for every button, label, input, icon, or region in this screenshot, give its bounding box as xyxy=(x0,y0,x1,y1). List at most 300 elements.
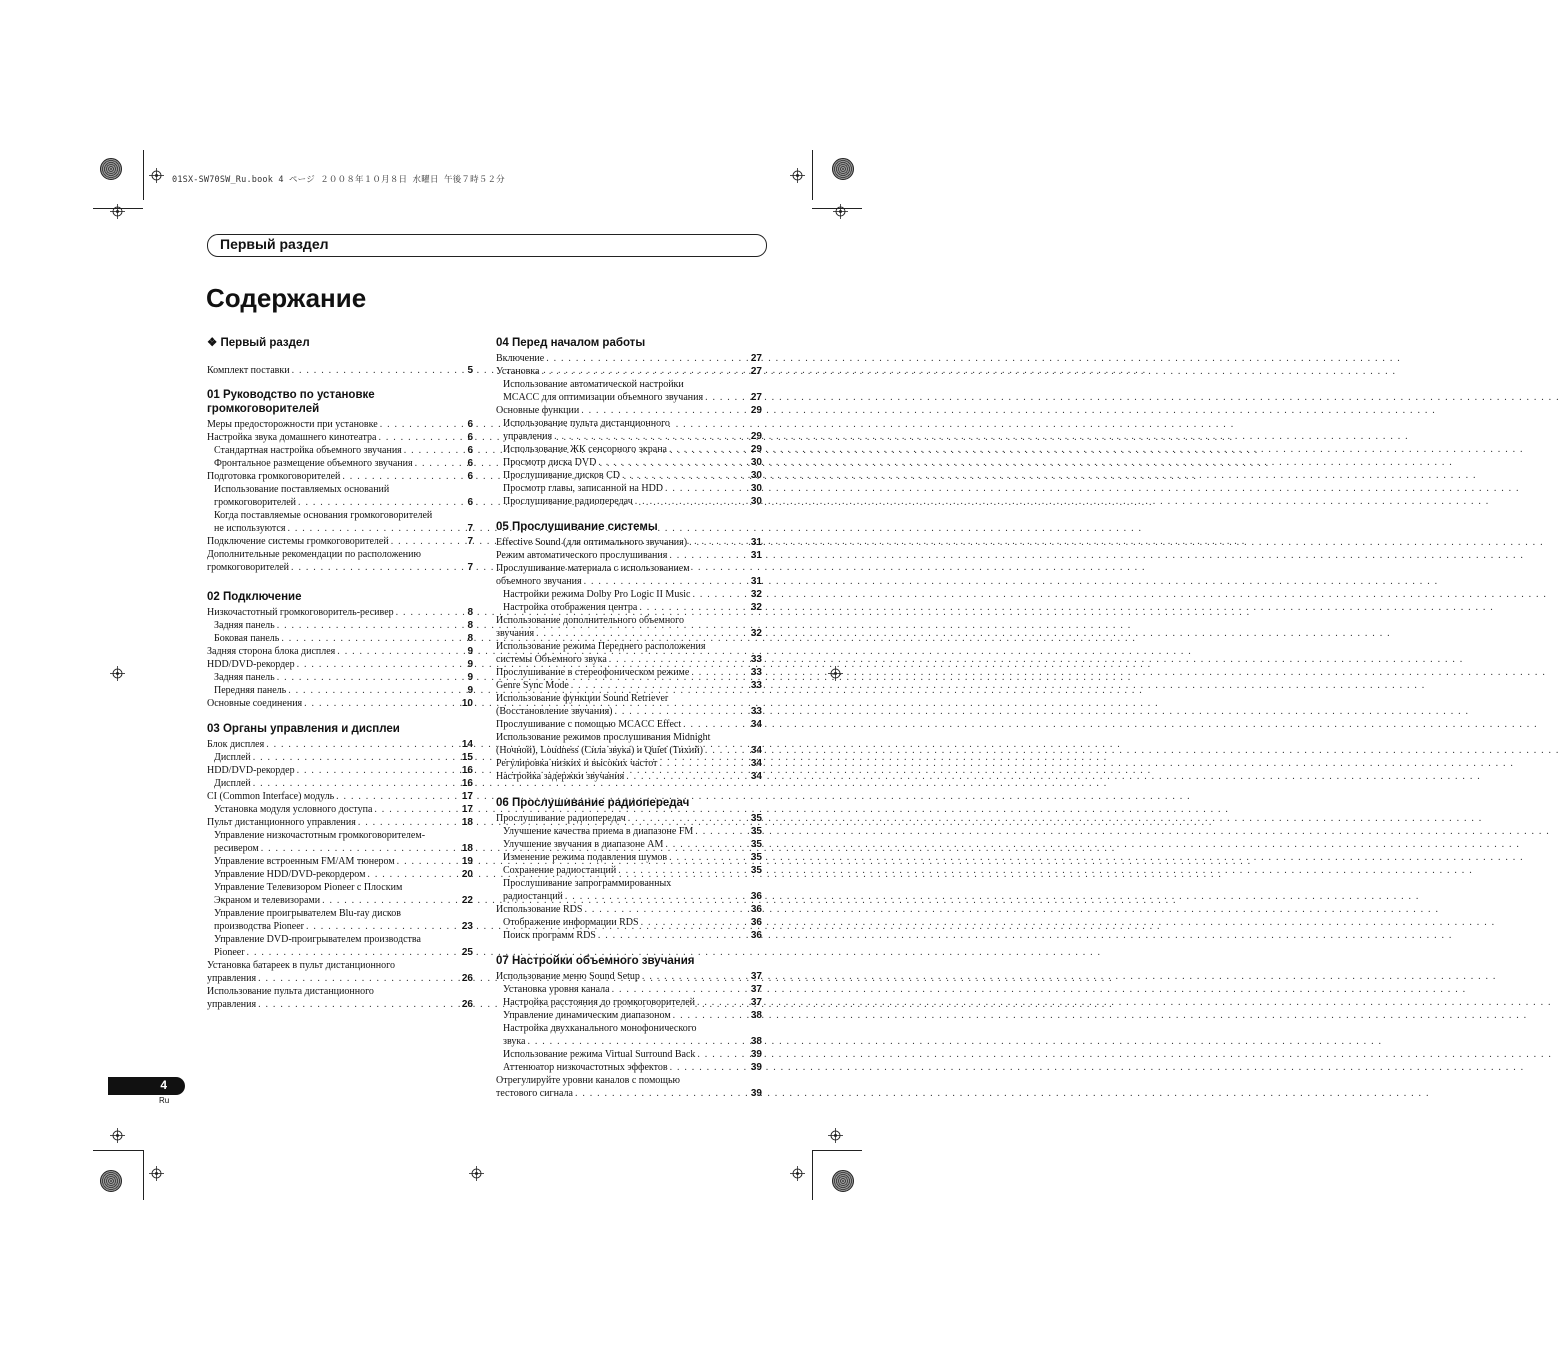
dot-leader xyxy=(275,671,468,684)
toc-entry-list xyxy=(207,606,473,710)
dot-leader xyxy=(624,770,751,783)
toc-entry[interactable] xyxy=(207,496,473,509)
toc-entry-text: Pioneer xyxy=(214,947,245,958)
dot-leader xyxy=(356,816,462,829)
toc-entry[interactable] xyxy=(207,632,473,645)
toc-entry[interactable] xyxy=(207,606,473,619)
toc-entry[interactable] xyxy=(496,983,762,996)
dot-leader xyxy=(544,352,751,365)
toc-entry[interactable] xyxy=(207,920,473,933)
toc-page-number: 9 xyxy=(467,685,473,696)
toc-entry[interactable] xyxy=(496,588,762,601)
toc-entry[interactable] xyxy=(207,816,473,829)
toc-entry-text: Использование пульта дистанционного xyxy=(207,986,374,997)
section-heading: ❖ Первый раздел xyxy=(207,337,310,349)
dot-leader xyxy=(637,601,751,614)
toc-entry[interactable] xyxy=(496,996,762,1009)
toc-page-number: 29 xyxy=(750,431,762,442)
toc-entry-text: Использование пульта дистанционного xyxy=(503,418,670,429)
toc-entry[interactable] xyxy=(207,619,473,632)
toc-entry[interactable] xyxy=(207,907,473,920)
dot-leader xyxy=(663,838,750,851)
toc-entry[interactable] xyxy=(496,352,762,365)
toc-page-number: 33 xyxy=(750,706,762,717)
toc-entry-text: Управление HDD/DVD-рекордером xyxy=(214,869,366,880)
toc-entry-text: Меры предосторожности при установке xyxy=(207,419,378,430)
toc-entry[interactable] xyxy=(207,738,473,751)
toc-section xyxy=(207,336,473,377)
toc-section xyxy=(207,388,473,574)
toc-page-number: 31 xyxy=(750,576,762,587)
crosshair-icon xyxy=(790,168,805,183)
dot-leader xyxy=(703,744,751,757)
dot-leader xyxy=(573,1087,751,1100)
toc-entry-text: Дополнительные рекомендации по расположению xyxy=(207,549,421,560)
toc-page-number: 26 xyxy=(461,999,473,1010)
dot-leader xyxy=(687,536,751,549)
toc-page-number: 35 xyxy=(750,813,762,824)
toc-entry[interactable] xyxy=(496,838,762,851)
toc-page-number: 30 xyxy=(750,483,762,494)
toc-entry[interactable] xyxy=(207,894,473,907)
toc-page-number: 17 xyxy=(461,804,473,815)
toc-page-number: 30 xyxy=(750,470,762,481)
toc-page-number: 8 xyxy=(467,607,473,618)
toc-entry-text: Основные соединения xyxy=(207,698,303,709)
toc-page-number: 16 xyxy=(461,765,473,776)
toc-entry[interactable] xyxy=(496,890,762,903)
registration-disc-icon xyxy=(832,1170,854,1192)
toc-entry[interactable] xyxy=(496,653,762,666)
dot-leader xyxy=(569,679,751,692)
toc-entry[interactable] xyxy=(207,933,473,946)
toc-page-number: 5 xyxy=(467,365,473,376)
toc-entry-text: Effective Sound (для оптимального звучания) xyxy=(496,537,688,548)
crosshair-icon xyxy=(149,1166,164,1181)
toc-entry-text: Экраном и телевизорами xyxy=(214,895,321,906)
toc-entry-text: Настройка расстояния до громкоговорителей xyxy=(503,997,695,1008)
dot-leader xyxy=(275,619,468,632)
toc-entry-text: Прослушивание материала с использованием xyxy=(496,563,690,574)
dot-leader xyxy=(279,632,467,645)
dot-leader xyxy=(626,812,751,825)
toc-entry-text: звучания xyxy=(496,628,535,639)
toc-entry[interactable] xyxy=(496,536,762,549)
toc-entry-text: Подключение системы громкоговорителей xyxy=(207,536,389,547)
toc-page-number: 34 xyxy=(750,745,762,756)
toc-entry[interactable] xyxy=(496,1061,762,1074)
toc-entry[interactable] xyxy=(207,509,473,522)
dot-leader xyxy=(290,364,468,377)
dot-leader xyxy=(402,444,468,457)
toc-page-number: 37 xyxy=(750,971,762,982)
toc-entry-text: Использование ЖК сенсорного экрана xyxy=(503,444,667,455)
toc-entry[interactable] xyxy=(496,929,762,942)
dot-leader xyxy=(286,684,467,697)
toc-entry-text: ресивером xyxy=(214,843,259,854)
toc-entry-text: не используются xyxy=(214,523,286,534)
toc-page-number: 33 xyxy=(750,654,762,665)
toc-entry[interactable] xyxy=(207,522,473,535)
dot-leader xyxy=(616,864,751,877)
toc-entry[interactable] xyxy=(207,985,473,998)
dot-leader xyxy=(296,496,467,509)
toc-entry-list xyxy=(496,812,762,942)
dot-leader xyxy=(534,627,751,640)
dot-leader xyxy=(413,457,468,470)
toc-page-number: 30 xyxy=(750,496,762,507)
dot-leader xyxy=(289,561,467,574)
toc-entry[interactable] xyxy=(207,548,473,561)
toc-page-number: 7 xyxy=(467,523,473,534)
toc-entry-text: производства Pioneer xyxy=(214,921,304,932)
toc-entry[interactable] xyxy=(207,946,473,959)
toc-entry-text: Задняя панель xyxy=(214,672,275,683)
toc-entry-list xyxy=(496,352,762,508)
dot-leader xyxy=(552,430,751,443)
dot-leader xyxy=(320,894,462,907)
toc-entry[interactable] xyxy=(496,1048,762,1061)
dot-leader xyxy=(245,946,462,959)
toc-page-number: 8 xyxy=(467,620,473,631)
toc-page-number: 35 xyxy=(750,852,762,863)
toc-page-number: 18 xyxy=(461,817,473,828)
toc-entry-text: (Ночной), Loudness (Сила звука) и Quiet (Тихий) xyxy=(496,745,703,756)
dot-leader xyxy=(613,705,751,718)
toc-page-number: 19 xyxy=(461,856,473,867)
dot-leader xyxy=(667,443,751,456)
toc-entry-text: Прослушивание с помощью MCACC Effect xyxy=(496,719,682,730)
toc-entry-text: Установка уровня канала xyxy=(503,984,610,995)
toc-entry-text: (Восстановление звучания) xyxy=(496,706,613,717)
toc-page-number: 37 xyxy=(750,984,762,995)
dot-leader xyxy=(640,970,751,983)
toc-entry[interactable] xyxy=(496,812,762,825)
dot-leader xyxy=(539,365,750,378)
toc-entry-text: Пульт дистанционного управления xyxy=(207,817,356,828)
toc-entry-text: Когда поставляемые основания громкоговорителей xyxy=(214,510,433,521)
dot-leader xyxy=(264,738,462,751)
toc-page-number: 32 xyxy=(750,602,762,613)
toc-entry[interactable] xyxy=(207,764,473,777)
toc-entry-text: Просмотр диска DVD xyxy=(503,457,597,468)
toc-page-number: 39 xyxy=(750,1088,762,1099)
toc-section xyxy=(496,954,762,1100)
toc-page-number: 36 xyxy=(750,904,762,915)
toc-entry-list xyxy=(207,738,473,1011)
section-heading: 02 Подключение xyxy=(207,591,302,603)
toc-entry[interactable] xyxy=(207,470,473,483)
toc-page-number: 10 xyxy=(461,698,473,709)
toc-entry-text: Улучшение звучания в диапазоне AM xyxy=(503,839,664,850)
dot-leader xyxy=(394,606,468,619)
toc-entry[interactable] xyxy=(496,601,762,614)
toc-entry-text: Использование автоматической настройки xyxy=(503,379,684,390)
toc-entry-text: Подготовка громкоговорителей xyxy=(207,471,341,482)
dot-leader xyxy=(607,653,751,666)
toc-entry[interactable] xyxy=(496,903,762,916)
toc-entry[interactable] xyxy=(207,658,473,671)
toc-entry[interactable] xyxy=(207,483,473,496)
toc-entry-text: Задняя панель xyxy=(214,620,275,631)
toc-entry[interactable] xyxy=(496,718,762,731)
page-number: 4 xyxy=(160,1078,167,1092)
toc-entry[interactable] xyxy=(207,803,473,816)
dot-leader xyxy=(668,1061,751,1074)
toc-page-number: 36 xyxy=(750,917,762,928)
toc-entry-text: объемного звучания xyxy=(496,576,582,587)
toc-entry[interactable] xyxy=(496,640,762,653)
toc-entry-text: Прослушивание дисков CD xyxy=(503,470,620,481)
toc-entry[interactable] xyxy=(496,877,762,890)
toc-entry[interactable] xyxy=(496,1022,762,1035)
toc-entry-text: Использование функции Sound Retriever xyxy=(496,693,669,704)
toc-entry[interactable] xyxy=(207,431,473,444)
toc-entry-text: Прослушивание запрограммированных xyxy=(503,878,672,889)
crosshair-icon xyxy=(833,204,848,219)
registration-disc-icon xyxy=(100,158,122,180)
toc-entry[interactable] xyxy=(496,731,762,744)
toc-entry[interactable] xyxy=(496,614,762,627)
toc-page-number: 35 xyxy=(750,839,762,850)
toc-entry[interactable] xyxy=(496,916,762,929)
toc-entry-text: Блок дисплея xyxy=(207,739,265,750)
toc-entry[interactable] xyxy=(496,679,762,692)
toc-entry[interactable] xyxy=(496,391,762,404)
toc-page-number: 6 xyxy=(467,445,473,456)
toc-entry[interactable] xyxy=(496,1009,762,1022)
toc-entry-text: Управление Телевизором Pioneer с Плоским xyxy=(214,882,403,893)
toc-entry[interactable] xyxy=(496,575,762,588)
dot-leader xyxy=(639,916,751,929)
toc-page-number: 26 xyxy=(461,973,473,984)
dot-leader xyxy=(633,495,751,508)
toc-entry-list xyxy=(207,364,473,377)
toc-page-number: 17 xyxy=(461,791,473,802)
toc-entry-text: Настройка звука домашнего кинотеатра xyxy=(207,432,377,443)
crop-mark xyxy=(143,1150,144,1200)
toc-page-number: 22 xyxy=(461,895,473,906)
toc-entry[interactable] xyxy=(207,972,473,985)
dot-leader xyxy=(295,764,462,777)
toc-entry[interactable] xyxy=(496,744,762,757)
toc-entry[interactable] xyxy=(496,456,762,469)
dot-leader xyxy=(372,803,461,816)
dot-leader xyxy=(304,920,462,933)
toc-entry[interactable] xyxy=(496,825,762,838)
toc-entry-text: Прослушивание радиопередач xyxy=(503,496,633,507)
toc-entry-text: Прослушивание в стереофоническом режиме xyxy=(496,667,690,678)
toc-entry[interactable] xyxy=(496,443,762,456)
toc-entry-text: громкоговорителей xyxy=(214,497,297,508)
toc-page-number: 32 xyxy=(750,589,762,600)
section-heading: 07 Настройки объемного звучания xyxy=(496,955,695,967)
toc-entry-text: радиостанций xyxy=(503,891,563,902)
dot-leader xyxy=(302,697,462,710)
toc-entry[interactable] xyxy=(496,430,762,443)
toc-entry[interactable] xyxy=(496,864,762,877)
toc-page-number: 38 xyxy=(750,1010,762,1021)
dot-leader xyxy=(671,1009,751,1022)
toc-entry-text: управления xyxy=(503,431,553,442)
toc-entry[interactable] xyxy=(207,684,473,697)
toc-entry[interactable] xyxy=(207,751,473,764)
toc-entry[interactable] xyxy=(207,777,473,790)
toc-page-number: 38 xyxy=(750,1036,762,1047)
dot-leader xyxy=(689,666,751,679)
dot-leader xyxy=(663,482,751,495)
toc-entry[interactable] xyxy=(496,1035,762,1048)
toc-entry-text: звука xyxy=(503,1036,526,1047)
toc-entry[interactable] xyxy=(496,757,762,770)
toc-entry-text: Управление низкочастотным громкоговорителем- xyxy=(214,830,426,841)
toc-entry[interactable] xyxy=(496,495,762,508)
toc-entry[interactable] xyxy=(496,562,762,575)
chapter-label: Первый раздел xyxy=(220,236,329,252)
toc-entry[interactable] xyxy=(496,1087,762,1100)
toc-entry-text: Установка модуля условного доступа xyxy=(214,804,373,815)
crosshair-icon xyxy=(110,666,125,681)
toc-entry-text: Дисплей xyxy=(214,752,251,763)
toc-entry[interactable] xyxy=(207,364,473,377)
toc-entry[interactable] xyxy=(496,692,762,705)
toc-entry-text: управления xyxy=(207,973,257,984)
toc-entry-text: Использование дополнительного объемного xyxy=(496,615,685,626)
toc-entry[interactable] xyxy=(496,666,762,679)
toc-entry-text: Отрегулируйте уровни каналов с помощью xyxy=(496,1075,681,1086)
toc-entry[interactable] xyxy=(207,842,473,855)
dot-leader xyxy=(334,790,462,803)
toc-entry[interactable] xyxy=(207,444,473,457)
toc-page-number: 32 xyxy=(750,628,762,639)
toc-entry[interactable] xyxy=(496,404,762,417)
toc-entry-text: Управление динамическим диапазоном xyxy=(503,1010,671,1021)
section-heading: 04 Перед началом работы xyxy=(496,337,646,349)
toc-entry[interactable] xyxy=(496,1074,762,1087)
page-number-tab xyxy=(108,1077,185,1095)
crop-mark xyxy=(812,1150,813,1200)
toc-entry[interactable] xyxy=(207,645,473,658)
toc-page-number: 9 xyxy=(467,672,473,683)
toc-entry-text: Управление проигрывателем Blu-ray дисков xyxy=(214,908,402,919)
toc-section xyxy=(496,796,762,942)
toc-page-number: 23 xyxy=(461,921,473,932)
toc-entry[interactable] xyxy=(207,457,473,470)
toc-page-number: 7 xyxy=(467,536,473,547)
toc-entry-text: Аттенюатор низкочастотных эффектов xyxy=(503,1062,668,1073)
toc-entry[interactable] xyxy=(496,549,762,562)
toc-entry[interactable] xyxy=(207,829,473,842)
toc-page-number: 27 xyxy=(750,353,762,364)
dot-leader xyxy=(596,929,751,942)
toc-entry-text: управления xyxy=(207,999,257,1010)
registration-disc-icon xyxy=(832,158,854,180)
dot-leader xyxy=(378,418,468,431)
section-heading: 01 Руководство по установке громкоговорителей xyxy=(207,389,375,415)
toc-entry-list xyxy=(496,970,762,1100)
dot-leader xyxy=(251,777,462,790)
dot-leader xyxy=(256,998,462,1011)
toc-section xyxy=(207,590,473,710)
dot-leader xyxy=(376,431,467,444)
toc-entry[interactable] xyxy=(496,970,762,983)
toc-entry[interactable] xyxy=(496,417,762,430)
toc-entry-text: Фронтальное размещение объемного звучания xyxy=(214,458,413,469)
toc-entry[interactable] xyxy=(496,482,762,495)
toc-entry[interactable] xyxy=(207,535,473,548)
toc-entry[interactable] xyxy=(496,705,762,718)
toc-entry-text: Использование режима Переднего расположения xyxy=(496,641,706,652)
section-heading: 03 Органы управления и дисплеи xyxy=(207,723,400,735)
toc-entry[interactable] xyxy=(207,959,473,972)
toc-page-number: 34 xyxy=(750,758,762,769)
toc-page-number: 39 xyxy=(750,1049,762,1060)
toc-page-number: 34 xyxy=(750,771,762,782)
toc-entry-text: Поиск программ RDS xyxy=(503,930,596,941)
toc-page-number: 9 xyxy=(467,646,473,657)
toc-entry-text: Отображение информации RDS xyxy=(503,917,639,928)
crop-mark xyxy=(812,1150,862,1151)
toc-entry[interactable] xyxy=(207,998,473,1011)
dot-leader xyxy=(365,868,461,881)
toc-entry-text: Улучшение качества приема в диапазоне FM xyxy=(503,826,694,837)
toc-entry[interactable] xyxy=(496,378,762,391)
toc-entry[interactable] xyxy=(207,881,473,894)
toc-entry-text: системы Объемного звука xyxy=(496,654,607,665)
toc-entry-text: Установка xyxy=(496,366,540,377)
toc-entry-list xyxy=(207,418,473,574)
print-meta-line: 01SX-SW70SW_Ru.book 4 ページ ２００８年１０月８日 水曜日 午後７時５２分 xyxy=(172,175,505,185)
toc-entry[interactable] xyxy=(496,365,762,378)
dot-leader xyxy=(395,855,462,868)
toc-entry[interactable] xyxy=(207,561,473,574)
toc-entry[interactable] xyxy=(496,851,762,864)
crop-mark xyxy=(812,150,813,200)
toc-page-number: 31 xyxy=(750,537,762,548)
toc-entry[interactable] xyxy=(207,790,473,803)
toc-entry-text: Настройка задержки звучания xyxy=(496,771,625,782)
toc-entry[interactable] xyxy=(207,868,473,881)
toc-page-number: 29 xyxy=(750,444,762,455)
dot-leader xyxy=(389,535,468,548)
toc-page-number: 30 xyxy=(750,457,762,468)
toc-entry-text: тестового сигнала xyxy=(496,1088,573,1099)
toc-page-number: 15 xyxy=(461,752,473,763)
toc-entry[interactable] xyxy=(496,627,762,640)
toc-entry-text: CI (Common Interface) модуль xyxy=(207,791,335,802)
dot-leader xyxy=(667,549,751,562)
toc-page-number: 6 xyxy=(467,497,473,508)
toc-entry[interactable] xyxy=(207,697,473,710)
toc-entry-text: Genre Sync Mode xyxy=(496,680,569,691)
toc-entry[interactable] xyxy=(207,671,473,684)
toc-entry[interactable] xyxy=(496,469,762,482)
dot-leader xyxy=(695,1048,750,1061)
toc-entry[interactable] xyxy=(207,418,473,431)
dot-leader xyxy=(579,404,751,417)
toc-entry[interactable] xyxy=(207,855,473,868)
dot-leader xyxy=(703,391,751,404)
toc-entry-text: Регулировка низких и высоких частот xyxy=(496,758,658,769)
dot-leader xyxy=(610,983,751,996)
toc-entry-text: Настройка отображения центра xyxy=(503,602,638,613)
dot-leader xyxy=(620,469,751,482)
dot-leader xyxy=(681,718,751,731)
dot-leader xyxy=(340,470,467,483)
toc-entry[interactable] xyxy=(496,770,762,783)
toc-entry-text: Управление встроенным FM/AM тюнером xyxy=(214,856,395,867)
toc-page-number: 25 xyxy=(461,947,473,958)
